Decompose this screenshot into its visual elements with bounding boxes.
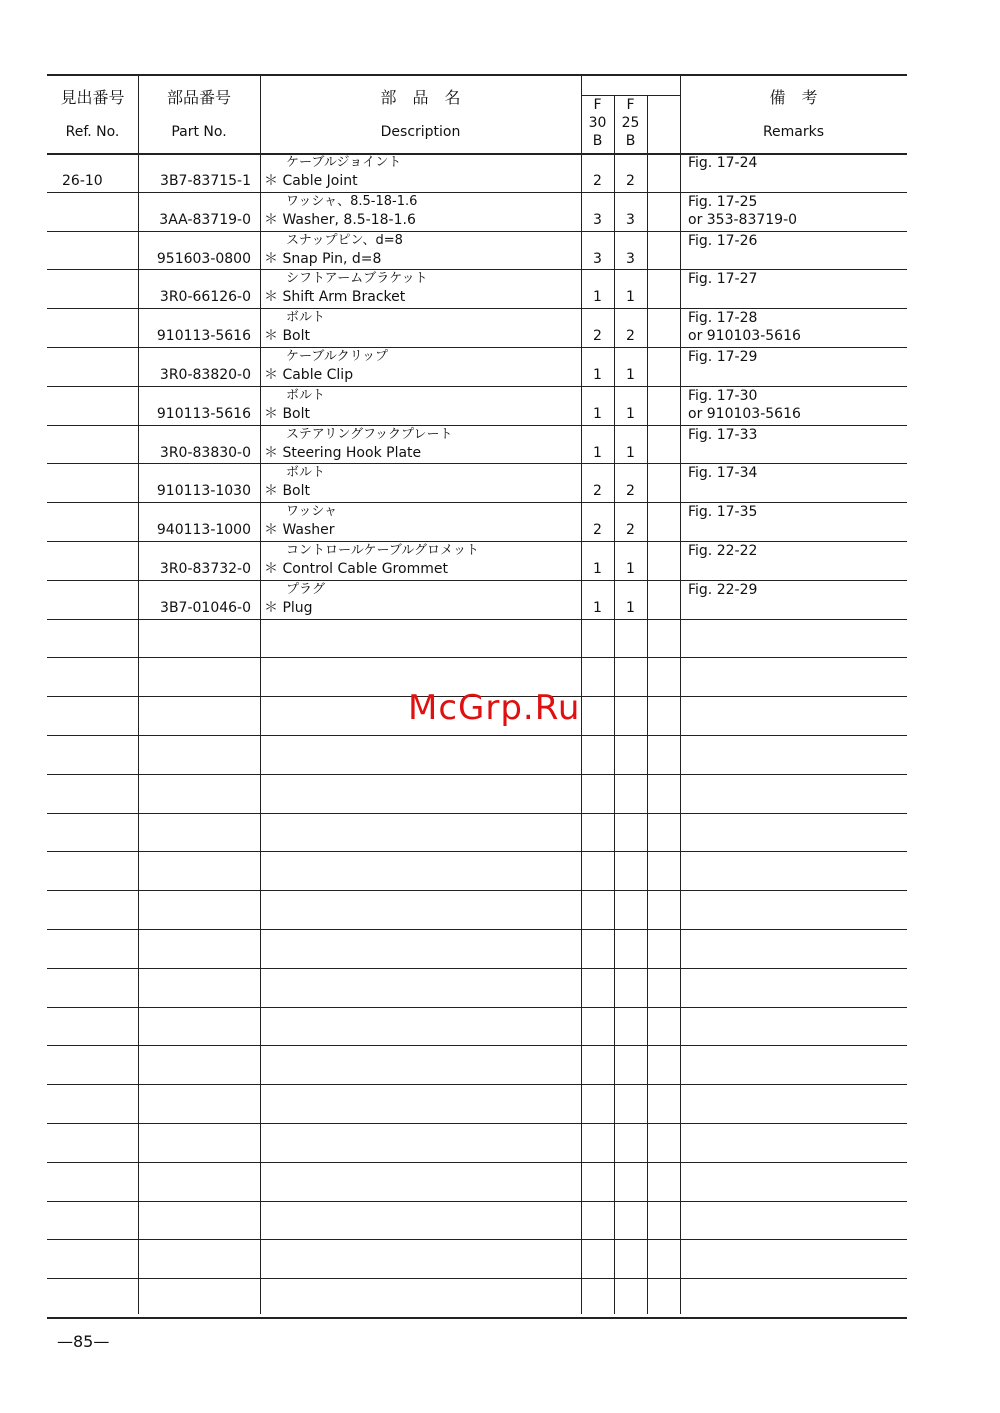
description-en: ＊ Bolt bbox=[264, 328, 310, 345]
part-number: 3R0-83820-0 bbox=[159, 367, 251, 383]
qty-f25b: 2 bbox=[626, 173, 635, 189]
row-divider bbox=[47, 153, 907, 155]
remarks-fig: Fig. 17-27 bbox=[688, 271, 758, 288]
row-divider bbox=[47, 347, 907, 348]
row-divider bbox=[47, 1278, 907, 1279]
row-divider bbox=[47, 1201, 907, 1202]
qty-f25b: 1 bbox=[626, 405, 635, 422]
column-divider bbox=[680, 74, 681, 1314]
column-divider bbox=[647, 74, 648, 1314]
qty-f25b: 1 bbox=[626, 289, 635, 306]
description-jp: スナップピン、d=8 bbox=[286, 232, 403, 248]
ref-header-jp: 見出番号 bbox=[60, 88, 125, 107]
qty-f30b: 1 bbox=[593, 367, 602, 383]
row-divider bbox=[47, 1239, 907, 1240]
row-divider bbox=[47, 425, 907, 426]
qty-f30b: 1 bbox=[593, 289, 602, 306]
description-en: ＊ Plug bbox=[264, 599, 313, 616]
row-divider bbox=[47, 1317, 907, 1319]
qty-f25b: 2 bbox=[626, 522, 635, 539]
qty-f25b: 3 bbox=[626, 211, 635, 228]
row-divider bbox=[47, 1162, 907, 1163]
qty-f30b: 2 bbox=[593, 173, 602, 189]
description-en: ＊ Washer, 8.5-18-1.6 bbox=[264, 211, 416, 228]
page-number: —85— bbox=[57, 1332, 110, 1351]
remarks-fig: Fig. 17-28 bbox=[688, 310, 758, 327]
row-divider bbox=[47, 890, 907, 891]
row-divider bbox=[47, 269, 907, 270]
remarks-fig: Fig. 17-24 bbox=[688, 155, 758, 171]
description-jp: ボルト bbox=[286, 465, 326, 481]
qty-col2-header: F 25 B bbox=[621, 97, 640, 149]
ref-number: 26-10 bbox=[62, 173, 103, 189]
remarks-fig: Fig. 22-22 bbox=[688, 543, 758, 559]
row-divider bbox=[47, 851, 907, 852]
description-en: ＊ Shift Arm Bracket bbox=[264, 289, 406, 306]
qty-f25b: 2 bbox=[626, 328, 635, 345]
qty-f30b: 1 bbox=[593, 444, 602, 461]
part-number: 910113-5616 bbox=[156, 328, 251, 345]
part-number: 940113-1000 bbox=[156, 522, 251, 539]
description-en: ＊ Bolt bbox=[264, 483, 310, 500]
qty-f30b: 2 bbox=[593, 483, 602, 500]
part-number: 910113-1030 bbox=[156, 483, 251, 500]
column-divider bbox=[581, 74, 582, 1314]
row-divider bbox=[47, 813, 907, 814]
remarks-alt: or 910103-5616 bbox=[688, 405, 801, 422]
description-jp: コントロールケーブルグロメット bbox=[286, 543, 480, 558]
description-jp: ボルト bbox=[286, 310, 326, 326]
remarks-header-en: Remarks bbox=[762, 124, 825, 140]
qty-f30b: 3 bbox=[593, 250, 602, 267]
description-jp: ワッシャ、8.5-18-1.6 bbox=[286, 193, 418, 209]
remarks-fig: Fig. 17-26 bbox=[688, 232, 758, 249]
row-divider bbox=[47, 386, 907, 387]
qty-f30b: 2 bbox=[593, 522, 602, 539]
part-header-jp: 部品番号 bbox=[166, 88, 231, 107]
description-en: ＊ Snap Pin, d=8 bbox=[264, 250, 382, 267]
description-jp: ケーブルジョイント bbox=[286, 155, 402, 170]
remarks-fig: Fig. 17-25 bbox=[688, 193, 758, 210]
part-number: 3B7-83715-1 bbox=[160, 173, 251, 189]
description-en: ＊ Steering Hook Plate bbox=[264, 444, 422, 461]
desc-header-jp: 部 品 名 bbox=[380, 88, 461, 107]
row-divider bbox=[47, 463, 907, 464]
remarks-header-jp: 備 考 bbox=[769, 88, 818, 107]
remarks-fig: Fig. 17-34 bbox=[688, 465, 758, 482]
row-divider bbox=[47, 1123, 907, 1124]
row-divider bbox=[47, 308, 907, 309]
row-divider bbox=[47, 968, 907, 969]
part-number: 3R0-83830-0 bbox=[159, 444, 251, 461]
description-en: ＊ Cable Clip bbox=[264, 367, 354, 383]
watermark: McGrp.Ru bbox=[408, 688, 581, 728]
row-divider bbox=[47, 735, 907, 736]
part-number: 951603-0800 bbox=[156, 250, 251, 267]
description-jp: ステアリングフックプレート bbox=[286, 426, 453, 442]
qty-f25b: 1 bbox=[626, 444, 635, 461]
qty-f25b: 1 bbox=[626, 599, 635, 616]
part-header-en: Part No. bbox=[171, 124, 227, 140]
desc-header-en: Description bbox=[380, 124, 461, 140]
qty-f25b: 1 bbox=[626, 367, 635, 383]
row-divider bbox=[47, 74, 907, 76]
description-jp: シフトアームブラケット bbox=[286, 271, 428, 287]
description-en: ＊ Washer bbox=[264, 522, 335, 539]
qty-f25b: 3 bbox=[626, 250, 635, 267]
row-divider bbox=[47, 1084, 907, 1085]
row-divider bbox=[47, 502, 907, 503]
description-en: ＊ Cable Joint bbox=[264, 173, 358, 189]
part-number: 3B7-01046-0 bbox=[160, 599, 251, 616]
qty-f25b: 1 bbox=[626, 561, 635, 577]
description-en: ＊ Bolt bbox=[264, 405, 310, 422]
description-en: ＊ Control Cable Grommet bbox=[264, 561, 448, 577]
qty-f30b: 3 bbox=[593, 211, 602, 228]
ref-header-en: Ref. No. bbox=[65, 124, 120, 140]
column-divider bbox=[138, 74, 139, 1314]
part-number: 3R0-83732-0 bbox=[159, 561, 251, 577]
part-number: 3AA-83719-0 bbox=[159, 211, 251, 228]
row-divider bbox=[47, 774, 907, 775]
row-divider bbox=[47, 619, 907, 620]
qty-f25b: 2 bbox=[626, 483, 635, 500]
qty-f30b: 1 bbox=[593, 561, 602, 577]
part-number: 910113-5616 bbox=[156, 405, 251, 422]
part-number: 3R0-66126-0 bbox=[159, 289, 251, 306]
row-divider bbox=[47, 231, 907, 232]
description-jp: プラグ bbox=[286, 581, 326, 597]
qty-f30b: 1 bbox=[593, 405, 602, 422]
row-divider bbox=[47, 192, 907, 193]
qty-f30b: 2 bbox=[593, 328, 602, 345]
description-jp: ワッシャ bbox=[286, 504, 338, 520]
remarks-fig: Fig. 22-29 bbox=[688, 581, 758, 598]
row-divider bbox=[47, 1045, 907, 1046]
row-divider bbox=[47, 929, 907, 930]
row-divider bbox=[47, 657, 907, 658]
qty-header-divider bbox=[581, 95, 680, 96]
remarks-alt: or 353-83719-0 bbox=[688, 211, 798, 228]
remarks-alt: or 910103-5616 bbox=[688, 328, 801, 345]
row-divider bbox=[47, 541, 907, 542]
remarks-fig: Fig. 17-30 bbox=[688, 387, 758, 404]
remarks-fig: Fig. 17-29 bbox=[688, 349, 758, 365]
qty-f30b: 1 bbox=[593, 599, 602, 616]
remarks-fig: Fig. 17-33 bbox=[688, 426, 758, 443]
description-jp: ボルト bbox=[286, 387, 326, 403]
description-jp: ケーブルクリップ bbox=[286, 349, 389, 364]
remarks-fig: Fig. 17-35 bbox=[688, 504, 758, 521]
row-divider bbox=[47, 1007, 907, 1008]
column-divider bbox=[614, 74, 615, 1314]
qty-col1-header: F 30 B bbox=[588, 97, 607, 149]
row-divider bbox=[47, 580, 907, 581]
column-divider bbox=[260, 74, 261, 1314]
